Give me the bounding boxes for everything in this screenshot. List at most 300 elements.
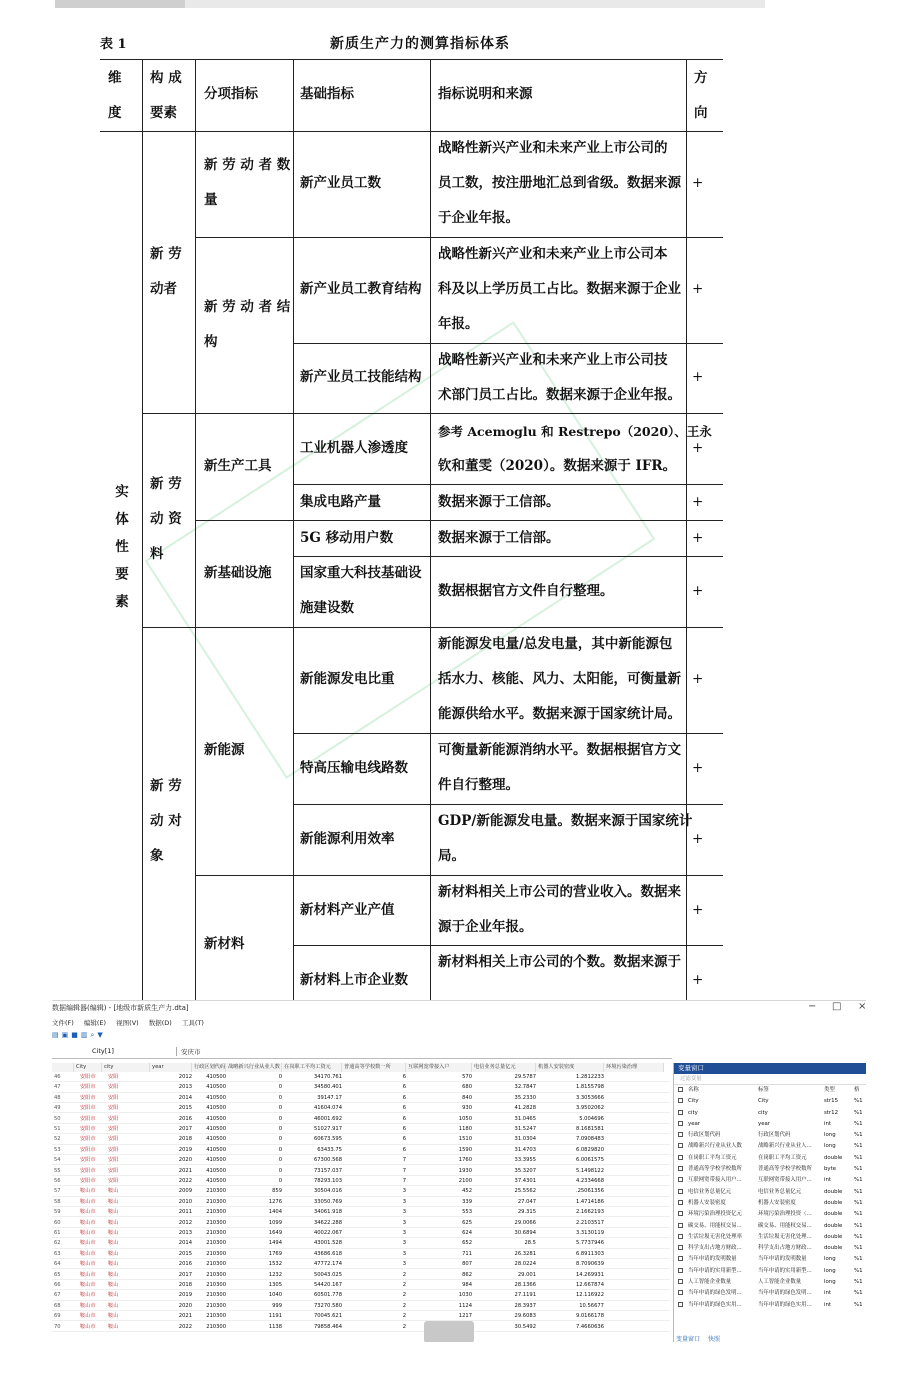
tab-variables[interactable]: 变量窗口 [676, 1336, 701, 1342]
print-icon[interactable]: ▥ [80, 1031, 91, 1039]
data-cell[interactable]: 1030 [458, 1292, 472, 1299]
variable-row[interactable] [674, 1108, 866, 1119]
data-cell[interactable]: 0 [278, 1126, 282, 1132]
menu-edit[interactable]: 编辑(E) [83, 1019, 107, 1027]
data-cell[interactable]: 3 [402, 1219, 406, 1226]
data-cell[interactable]: 3 [402, 1250, 406, 1257]
data-cell[interactable]: 安阳 [108, 1115, 119, 1122]
data-cell[interactable]: 安阳市 [80, 1084, 96, 1091]
checkbox-icon[interactable] [678, 1110, 683, 1115]
data-cell[interactable]: 安阳市 [80, 1146, 96, 1153]
data-cell[interactable]: 5.004696 [579, 1115, 604, 1122]
data-row[interactable] [52, 1219, 670, 1228]
data-cell[interactable]: 安阳市 [80, 1126, 96, 1132]
data-cell[interactable]: 2016 [178, 1115, 192, 1122]
data-row[interactable] [52, 1302, 670, 1311]
data-cell[interactable]: 12.667874 [575, 1282, 604, 1288]
data-cell[interactable]: 32.7847 [514, 1084, 536, 1091]
data-cell[interactable]: 安阳 [108, 1074, 119, 1080]
data-row[interactable] [52, 1125, 670, 1134]
data-cell[interactable]: 7 [402, 1157, 406, 1164]
data-cell[interactable]: 鞍山 [108, 1219, 119, 1226]
data-cell[interactable]: 1510 [458, 1136, 472, 1143]
data-cell[interactable]: 1040 [268, 1292, 282, 1299]
checkbox-icon[interactable] [678, 1223, 683, 1228]
data-cell[interactable]: 2013 [178, 1230, 192, 1236]
checkbox-icon[interactable] [678, 1256, 683, 1261]
data-cell[interactable]: 6.0061575 [575, 1157, 604, 1164]
data-cell[interactable]: 930 [462, 1105, 472, 1112]
menu-file[interactable]: 文件(F) [52, 1019, 74, 1027]
data-cell[interactable]: 41604.074 [313, 1105, 342, 1112]
data-cell[interactable]: 2012 [178, 1219, 192, 1226]
data-cell[interactable]: 210300 [206, 1292, 226, 1299]
data-cell[interactable]: 67300.568 [313, 1157, 342, 1164]
data-row[interactable] [52, 1208, 670, 1217]
data-cell[interactable]: 60673.595 [313, 1136, 342, 1143]
minimize-button[interactable]: − [808, 1001, 817, 1012]
data-row[interactable] [52, 1260, 670, 1269]
data-cell[interactable]: 7 [402, 1178, 406, 1184]
data-cell[interactable]: 680 [462, 1084, 472, 1091]
data-cell[interactable]: 1191 [268, 1313, 282, 1320]
data-cell[interactable]: 安阳市 [80, 1136, 96, 1143]
data-cell[interactable]: 27.1191 [514, 1292, 536, 1299]
data-cell[interactable]: 58 [54, 1198, 61, 1205]
data-cell[interactable]: 54420.167 [313, 1282, 342, 1288]
checkbox-icon[interactable] [678, 1155, 683, 1160]
data-cell[interactable]: 鞍山 [108, 1323, 119, 1330]
data-cell[interactable]: 6 [402, 1146, 406, 1153]
data-cell[interactable]: 3.3053666 [575, 1094, 604, 1101]
data-cell[interactable]: 410500 [206, 1115, 226, 1122]
data-cell[interactable]: 31.5247 [514, 1126, 536, 1132]
data-cell[interactable]: 1217 [458, 1313, 472, 1320]
data-cell[interactable]: 2 [402, 1302, 406, 1309]
data-cell[interactable]: 鞍山市 [80, 1323, 96, 1330]
checkbox-icon[interactable] [678, 1279, 683, 1284]
data-cell[interactable]: 鞍山 [108, 1250, 119, 1257]
data-row[interactable] [52, 1146, 670, 1155]
variable-row[interactable] [674, 1175, 866, 1186]
data-cell[interactable]: 29.315 [517, 1209, 536, 1216]
data-cell[interactable]: 1404 [268, 1209, 282, 1216]
data-cell[interactable]: 鞍山市 [80, 1271, 96, 1278]
data-cell[interactable]: 2017 [178, 1126, 192, 1132]
data-cell[interactable]: 30.6894 [514, 1230, 536, 1236]
data-cell[interactable]: 52 [54, 1136, 61, 1143]
data-cell[interactable]: 210300 [206, 1250, 226, 1257]
data-cell[interactable]: 62 [54, 1240, 61, 1247]
data-cell[interactable]: 3.3130119 [575, 1230, 604, 1236]
variable-row[interactable] [674, 1288, 866, 1299]
data-cell[interactable]: 6 [402, 1074, 406, 1080]
menu-view[interactable]: 视图(V) [116, 1019, 139, 1027]
column-header[interactable]: 在岗职工平均工资元 [282, 1063, 342, 1072]
data-cell[interactable]: 53 [54, 1146, 61, 1153]
data-cell[interactable]: 6 [402, 1084, 406, 1091]
data-cell[interactable]: 47772.174 [313, 1261, 342, 1268]
data-cell[interactable]: 25.5562 [514, 1188, 536, 1195]
checkbox-icon[interactable] [678, 1087, 683, 1092]
data-cell[interactable]: 安阳市 [80, 1094, 96, 1101]
data-cell[interactable]: 984 [462, 1282, 472, 1288]
checkbox-icon[interactable] [678, 1268, 683, 1273]
data-cell[interactable]: 47 [54, 1084, 61, 1091]
toolbar-icon[interactable]: ▤ [52, 1031, 62, 1039]
data-cell[interactable]: 鞍山市 [80, 1282, 96, 1288]
data-cell[interactable]: 2.2103517 [575, 1219, 604, 1226]
data-cell[interactable]: 50043.025 [313, 1271, 342, 1278]
data-cell[interactable]: 210300 [206, 1313, 226, 1320]
data-cell[interactable]: 210300 [206, 1209, 226, 1216]
data-cell[interactable]: 210300 [206, 1323, 226, 1330]
data-cell[interactable]: 12.116922 [575, 1292, 604, 1299]
data-cell[interactable]: 2019 [178, 1292, 192, 1299]
data-cell[interactable]: 70 [54, 1323, 61, 1330]
data-cell[interactable]: 652 [462, 1240, 472, 1247]
data-row[interactable] [52, 1094, 670, 1103]
data-row[interactable] [52, 1323, 670, 1332]
data-cell[interactable]: 1930 [458, 1167, 472, 1174]
data-cell[interactable]: 鞍山市 [80, 1250, 96, 1257]
maximize-button[interactable]: □ [832, 1001, 842, 1012]
data-cell[interactable]: 69 [54, 1313, 61, 1320]
data-cell[interactable]: 210300 [206, 1230, 226, 1236]
data-cell[interactable]: 43686.618 [313, 1250, 342, 1257]
data-cell[interactable]: 410500 [206, 1126, 226, 1132]
data-cell[interactable]: 2021 [178, 1167, 192, 1174]
data-cell[interactable]: 43001.528 [313, 1240, 342, 1247]
data-cell[interactable]: 2013 [178, 1084, 192, 1091]
data-cell[interactable]: 29.6083 [514, 1313, 536, 1320]
data-cell[interactable]: 鞍山市 [80, 1209, 96, 1216]
data-row[interactable] [52, 1156, 670, 1165]
variable-column-header[interactable]: 类型 [824, 1087, 835, 1093]
column-header[interactable]: City [74, 1063, 102, 1072]
data-cell[interactable]: 1.2812233 [575, 1074, 604, 1080]
data-cell[interactable]: 2015 [178, 1105, 192, 1112]
data-cell[interactable]: 46001.692 [313, 1115, 342, 1122]
data-cell[interactable]: 1769 [268, 1250, 282, 1257]
data-cell[interactable]: 51027.917 [313, 1126, 342, 1132]
column-header[interactable]: year [150, 1063, 192, 1072]
data-cell[interactable]: 安阳市 [80, 1115, 96, 1122]
data-cell[interactable]: 安阳市 [80, 1178, 96, 1184]
data-cell[interactable]: 63 [54, 1250, 61, 1257]
checkbox-icon[interactable] [678, 1166, 683, 1171]
data-cell[interactable]: 570 [462, 1074, 472, 1080]
data-cell[interactable]: 2022 [178, 1323, 192, 1330]
data-cell[interactable]: 55 [54, 1167, 61, 1174]
data-cell[interactable]: 33.3955 [514, 1157, 536, 1164]
data-cell[interactable]: 2018 [178, 1136, 192, 1143]
data-cell[interactable]: 49 [54, 1105, 61, 1112]
tab-snapshots[interactable]: 快照 [707, 1336, 720, 1342]
data-cell[interactable]: 鞍山市 [80, 1292, 96, 1299]
column-header[interactable]: 战略新兴行业从业人数 [226, 1063, 282, 1072]
data-cell[interactable]: 鞍山 [108, 1261, 119, 1268]
data-cell[interactable]: 鞍山 [108, 1209, 119, 1216]
checkbox-icon[interactable] [678, 1234, 683, 1239]
data-cell[interactable]: 73157.037 [313, 1167, 342, 1174]
data-cell[interactable]: 0 [278, 1105, 282, 1112]
data-cell[interactable]: 2011 [178, 1209, 192, 1216]
data-cell[interactable]: 28.5 [524, 1240, 536, 1247]
data-cell[interactable]: 34061.918 [313, 1209, 342, 1216]
column-header[interactable]: city [102, 1063, 150, 1072]
data-cell[interactable]: 1180 [458, 1126, 472, 1132]
variable-row[interactable] [674, 1096, 866, 1107]
data-cell[interactable]: 6 [402, 1136, 406, 1143]
data-cell[interactable]: 1532 [268, 1261, 282, 1268]
data-row[interactable] [52, 1135, 670, 1144]
data-cell[interactable]: 57 [54, 1188, 61, 1195]
data-cell[interactable]: 210300 [206, 1271, 226, 1278]
checkbox-icon[interactable] [678, 1098, 683, 1103]
variable-row[interactable] [674, 1254, 866, 1265]
data-cell[interactable]: 28.1366 [514, 1282, 536, 1288]
data-row[interactable] [52, 1312, 670, 1321]
data-row[interactable] [52, 1271, 670, 1280]
data-cell[interactable]: 31.4703 [514, 1146, 536, 1153]
search-icon[interactable]: ⌕ [90, 1031, 98, 1039]
data-cell[interactable]: 14.269931 [575, 1271, 604, 1278]
data-cell[interactable]: 34170.761 [313, 1074, 342, 1080]
data-cell[interactable]: 210300 [206, 1188, 226, 1195]
data-cell[interactable]: 1494 [268, 1240, 282, 1247]
data-cell[interactable]: 2019 [178, 1146, 192, 1153]
data-cell[interactable]: 37.4301 [514, 1178, 536, 1184]
cell-value-input[interactable]: 安庆市 [176, 1047, 201, 1056]
horizontal-scrollbar-thumb[interactable] [424, 1321, 474, 1342]
data-cell[interactable]: 60501.778 [313, 1292, 342, 1299]
data-row[interactable] [52, 1239, 670, 1248]
data-cell[interactable]: 410500 [206, 1084, 226, 1091]
data-cell[interactable]: 78293.103 [313, 1178, 342, 1184]
data-cell[interactable]: 410500 [206, 1146, 226, 1153]
data-cell[interactable]: 28.0224 [514, 1261, 536, 1268]
data-cell[interactable]: 2022 [178, 1178, 192, 1184]
data-cell[interactable]: 31.0304 [514, 1136, 536, 1143]
data-cell[interactable]: 鞍山 [108, 1313, 119, 1320]
data-grid[interactable] [52, 1063, 670, 1342]
data-cell[interactable]: 1.4714186 [575, 1198, 604, 1205]
data-cell[interactable]: 2 [402, 1313, 406, 1320]
data-cell[interactable]: 2014 [178, 1094, 192, 1101]
data-cell[interactable]: 7.0908483 [575, 1136, 604, 1143]
data-cell[interactable]: 51 [54, 1126, 61, 1132]
data-cell[interactable]: 410500 [206, 1094, 226, 1101]
data-cell[interactable]: 210300 [206, 1261, 226, 1268]
data-cell[interactable]: 210300 [206, 1240, 226, 1247]
data-cell[interactable]: 210300 [206, 1219, 226, 1226]
data-cell[interactable]: 5.1498122 [575, 1167, 604, 1174]
variable-row[interactable] [674, 1209, 866, 1220]
data-cell[interactable]: 33050.769 [313, 1198, 342, 1205]
variable-row[interactable] [674, 1130, 866, 1141]
data-row[interactable] [52, 1198, 670, 1207]
data-cell[interactable]: 安阳 [108, 1136, 119, 1143]
data-cell[interactable]: 鞍山市 [80, 1219, 96, 1226]
data-cell[interactable]: 210300 [206, 1302, 226, 1309]
data-cell[interactable]: 31.0465 [514, 1115, 536, 1122]
data-cell[interactable]: 40022.067 [313, 1230, 342, 1236]
variable-row[interactable] [674, 1266, 866, 1277]
data-cell[interactable]: 2020 [178, 1157, 192, 1164]
data-cell[interactable]: 0 [278, 1167, 282, 1174]
data-cell[interactable]: 210300 [206, 1198, 226, 1205]
data-cell[interactable]: 3 [402, 1209, 406, 1216]
data-cell[interactable]: 鞍山市 [80, 1302, 96, 1309]
checkbox-icon[interactable] [678, 1211, 683, 1216]
data-cell[interactable]: 3 [402, 1261, 406, 1268]
variable-row[interactable] [674, 1232, 866, 1243]
data-cell[interactable]: 65 [54, 1271, 61, 1278]
checkbox-icon[interactable] [678, 1290, 683, 1295]
data-cell[interactable]: 1305 [268, 1282, 282, 1288]
checkbox-icon[interactable] [678, 1302, 683, 1307]
data-cell[interactable]: 9.0166178 [575, 1313, 604, 1320]
data-cell[interactable]: 8.1681581 [575, 1126, 604, 1132]
variable-row[interactable] [674, 1153, 866, 1164]
data-cell[interactable]: .25061356 [575, 1188, 604, 1195]
data-cell[interactable]: 安阳 [108, 1084, 119, 1091]
data-cell[interactable]: 3 [402, 1240, 406, 1247]
data-cell[interactable]: 0 [278, 1084, 282, 1091]
data-cell[interactable]: 安阳 [108, 1126, 119, 1132]
data-cell[interactable]: 安阳市 [80, 1157, 96, 1164]
data-cell[interactable]: 8.7090639 [575, 1261, 604, 1268]
data-cell[interactable]: 29.001 [517, 1271, 536, 1278]
data-cell[interactable]: 6.8911303 [575, 1250, 604, 1257]
data-cell[interactable]: 安阳市 [80, 1105, 96, 1112]
data-cell[interactable]: 339 [462, 1198, 472, 1205]
data-cell[interactable]: 安阳市 [80, 1167, 96, 1174]
data-cell[interactable]: 3 [402, 1198, 406, 1205]
data-cell[interactable]: 鞍山市 [80, 1198, 96, 1205]
variable-filter-input[interactable]: 过滤变量 [674, 1074, 866, 1085]
data-cell[interactable]: 鞍山 [108, 1292, 119, 1299]
data-cell[interactable]: 2.1662193 [575, 1209, 604, 1216]
data-cell[interactable]: 安阳市 [80, 1074, 96, 1080]
data-row[interactable] [52, 1083, 670, 1092]
data-cell[interactable]: 3 [402, 1188, 406, 1195]
data-cell[interactable]: 7 [402, 1167, 406, 1174]
data-cell[interactable]: 鞍山 [108, 1282, 119, 1288]
data-cell[interactable]: 73270.580 [313, 1302, 342, 1309]
data-cell[interactable]: 6 [402, 1105, 406, 1112]
data-cell[interactable]: 6 [402, 1126, 406, 1132]
data-cell[interactable]: 807 [462, 1261, 472, 1268]
data-cell[interactable]: 625 [462, 1219, 472, 1226]
data-cell[interactable]: 410500 [206, 1167, 226, 1174]
data-cell[interactable]: 41.2828 [514, 1105, 536, 1112]
data-cell[interactable]: 711 [462, 1250, 472, 1257]
data-cell[interactable]: 46 [54, 1074, 61, 1080]
variable-row[interactable] [674, 1277, 866, 1288]
data-cell[interactable]: 410500 [206, 1074, 226, 1080]
data-cell[interactable]: 2020 [178, 1302, 192, 1309]
data-cell[interactable]: 79858.464 [313, 1323, 342, 1330]
data-cell[interactable]: 4.2334668 [575, 1178, 604, 1184]
data-cell[interactable]: 2100 [458, 1178, 472, 1184]
column-header[interactable]: 互联网宽带接入户 [406, 1063, 472, 1072]
data-row[interactable] [52, 1115, 670, 1124]
data-cell[interactable]: 210300 [206, 1282, 226, 1288]
data-cell[interactable]: 3 [402, 1230, 406, 1236]
column-header[interactable]: 行政区划代码 [194, 1064, 226, 1070]
checkbox-icon[interactable] [678, 1177, 683, 1182]
data-row[interactable] [52, 1104, 670, 1113]
data-cell[interactable]: 鞍山市 [80, 1188, 96, 1195]
data-cell[interactable]: 2009 [178, 1188, 192, 1195]
data-cell[interactable]: 70045.621 [313, 1313, 342, 1320]
menu-data[interactable]: 数据(D) [148, 1019, 172, 1027]
data-cell[interactable]: 553 [462, 1209, 472, 1216]
data-cell[interactable]: 840 [462, 1094, 472, 1101]
data-row[interactable] [52, 1167, 670, 1176]
column-header[interactable]: 电信业务总量亿元 [472, 1063, 536, 1072]
data-row[interactable] [52, 1229, 670, 1238]
variable-column-header[interactable]: 格 [854, 1087, 860, 1093]
data-cell[interactable]: 26.3281 [514, 1250, 536, 1257]
data-cell[interactable]: 2021 [178, 1313, 192, 1320]
data-cell[interactable]: 2014 [178, 1240, 192, 1247]
data-cell[interactable]: 安阳 [108, 1105, 119, 1112]
data-cell[interactable]: 27.047 [517, 1198, 536, 1205]
checkbox-icon[interactable] [678, 1245, 683, 1250]
variable-row[interactable] [674, 1141, 866, 1152]
variable-row[interactable] [674, 1119, 866, 1130]
variable-row[interactable] [674, 1187, 866, 1198]
data-cell[interactable]: 鞍山 [108, 1230, 119, 1236]
variable-row[interactable] [674, 1243, 866, 1254]
data-cell[interactable]: 1590 [458, 1146, 472, 1153]
data-cell[interactable]: 1760 [458, 1157, 472, 1164]
data-cell[interactable]: 61 [54, 1230, 61, 1236]
data-cell[interactable]: 34622.288 [313, 1219, 342, 1226]
data-cell[interactable]: 2 [402, 1323, 406, 1330]
data-cell[interactable]: 410500 [206, 1178, 226, 1184]
data-cell[interactable]: 66 [54, 1282, 61, 1288]
data-cell[interactable]: 1138 [268, 1323, 282, 1330]
data-cell[interactable]: 2 [402, 1282, 406, 1288]
data-cell[interactable]: 0 [278, 1146, 282, 1153]
data-cell[interactable]: 2018 [178, 1282, 192, 1288]
folder-icon[interactable]: ▣ [61, 1031, 72, 1039]
checkbox-icon[interactable] [678, 1189, 683, 1194]
variable-row[interactable] [674, 1300, 866, 1311]
data-cell[interactable]: 0 [278, 1157, 282, 1164]
variable-row[interactable] [674, 1198, 866, 1209]
data-cell[interactable]: 1.8155798 [575, 1084, 604, 1091]
data-cell[interactable]: 54 [54, 1157, 61, 1164]
data-cell[interactable]: 2015 [178, 1250, 192, 1257]
data-cell[interactable]: 鞍山 [108, 1240, 119, 1247]
data-cell[interactable]: 35.3207 [514, 1167, 536, 1174]
data-cell[interactable]: 7.4660636 [575, 1323, 604, 1330]
checkbox-icon[interactable] [678, 1143, 683, 1148]
column-header[interactable]: 环境污染治理 [604, 1063, 664, 1072]
data-cell[interactable]: 6.0829820 [575, 1146, 604, 1153]
data-row[interactable] [52, 1177, 670, 1186]
filter-icon[interactable]: ▼ [97, 1031, 106, 1039]
data-cell[interactable]: 2 [402, 1271, 406, 1278]
data-cell[interactable]: 59 [54, 1209, 61, 1216]
data-cell[interactable]: 1124 [458, 1302, 472, 1309]
data-cell[interactable]: 2017 [178, 1271, 192, 1278]
